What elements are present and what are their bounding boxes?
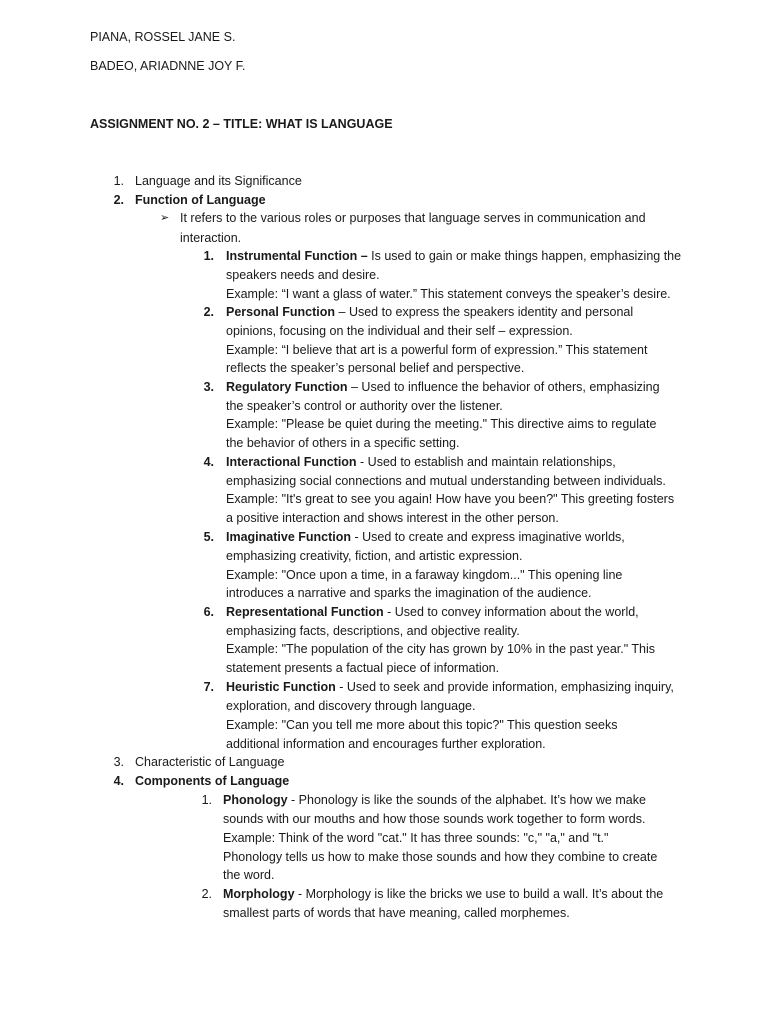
outline-item-2: Function of Language (135, 193, 266, 207)
function-name: Personal Function (226, 305, 336, 319)
component-name: Morphology (223, 887, 295, 901)
outline-item-1: Language and its Significance (135, 174, 302, 188)
function-name: Regulatory Function (226, 380, 348, 394)
function-item (226, 453, 616, 471)
function-example: Example: “I want a glass of water.” This statement conveys the speaker’s desire. (226, 287, 671, 301)
function-number: 4. (203, 455, 214, 469)
function-item (226, 378, 660, 396)
function-example: Example: "It's great to see you again! How have you been?" This greeting fosters (226, 492, 675, 506)
function-example: Example: "The population of the city has grown by 10% in the past year." This (226, 642, 656, 656)
function-line: a positive interaction and shows interest in the other person. (226, 511, 559, 525)
function-description: - Used to establish and maintain relationships, (356, 455, 616, 469)
function-line: introduces a narrative and sparks the imagination of the audience. (226, 586, 592, 600)
component-line: smallest parts of words that have meaning, called morphemes. (223, 906, 570, 920)
function-item (226, 303, 633, 321)
function-number: 6. (203, 605, 214, 619)
function-line: speakers needs and desire. (226, 268, 380, 282)
function-item (226, 528, 625, 546)
function-name: Interactional Function (226, 455, 357, 469)
function-name: Heuristic Function (226, 680, 336, 694)
function-description: – Used to express the speakers identity and personal (335, 305, 634, 319)
function-number: 5. (203, 530, 214, 544)
function-line: additional information and encourages further exploration. (226, 737, 546, 751)
function-line: the behavior of others in a specific setting. (226, 436, 460, 450)
author-name-2: BADEO, ARIADNNE JOY F. (90, 59, 246, 73)
function-description: Is used to gain or make things happen, emphasizing the (367, 249, 682, 263)
intro-line-2: interaction. (180, 231, 242, 245)
component-number: 2. (201, 887, 212, 901)
function-line: opinions, focusing on the individual and their self – expression. (226, 324, 573, 338)
component-line: the word. (223, 868, 275, 882)
outline-number-2: 2. (113, 193, 124, 207)
component-line: Phonology tells us how to make those sounds and how they combine to create (223, 850, 658, 864)
component-name: Phonology (223, 793, 288, 807)
outline-number-1: 1. (113, 174, 124, 188)
function-line: emphasizing social connections and mutual understanding between individuals. (226, 474, 666, 488)
function-item (226, 247, 681, 265)
function-name: Imaginative Function (226, 530, 352, 544)
function-example: Example: "Once upon a time, in a faraway kingdom..." This opening line (226, 568, 623, 582)
intro-line-1: It refers to the various roles or purposes that language serves in communication and (180, 211, 646, 225)
outline-item-4: Components of Language (135, 774, 290, 788)
component-item (223, 885, 663, 903)
function-line: emphasizing facts, descriptions, and objective reality. (226, 624, 520, 638)
component-line: sounds with our mouths and how those sounds work together to form words. (223, 812, 646, 826)
function-number: 7. (203, 680, 214, 694)
function-item (226, 603, 639, 621)
component-example: Example: Think of the word "cat." It has three sounds: "c," "a," and "t." (223, 831, 609, 845)
function-example: Example: “I believe that art is a powerful form of expression.” This statement (226, 343, 648, 357)
arrow-bullet-icon: ➢ (160, 212, 170, 224)
function-item (226, 678, 674, 696)
function-name: Instrumental Function – (226, 249, 368, 263)
function-line: emphasizing creativity, fiction, and artistic expression. (226, 549, 523, 563)
outline-number-3: 3. (113, 755, 124, 769)
function-example: Example: "Can you tell me more about this topic?" This question seeks (226, 718, 618, 732)
function-description: - Used to create and express imaginative worlds, (351, 530, 625, 544)
function-line: reflects the speaker’s personal belief and perspective. (226, 361, 525, 375)
function-line: exploration, and discovery through language. (226, 699, 476, 713)
function-number: 3. (203, 380, 214, 394)
function-number: 1. (203, 249, 214, 263)
function-description: - Used to convey information about the world, (383, 605, 639, 619)
component-number: 1. (201, 793, 212, 807)
function-number: 2. (203, 305, 214, 319)
function-description: - Used to seek and provide information, emphasizing inquiry, (335, 680, 674, 694)
function-example: Example: "Please be quiet during the meeting." This directive aims to regulate (226, 417, 657, 431)
author-name-1: PIANA, ROSSEL JANE S. (90, 30, 236, 44)
function-line: statement presents a factual piece of information. (226, 661, 500, 675)
outline-number-4: 4. (113, 774, 124, 788)
component-item (223, 791, 646, 809)
function-description: – Used to influence the behavior of others, emphasizing (347, 380, 660, 394)
outline-item-3: Characteristic of Language (135, 755, 285, 769)
component-description: - Phonology is like the sounds of the alphabet. It’s how we make (287, 793, 646, 807)
function-name: Representational Function (226, 605, 384, 619)
assignment-title: ASSIGNMENT NO. 2 – TITLE: WHAT IS LANGUAGE (90, 117, 393, 131)
function-line: the speaker’s control or authority over the listener. (226, 399, 503, 413)
component-description: - Morphology is like the bricks we use to build a wall. It’s about the (294, 887, 664, 901)
